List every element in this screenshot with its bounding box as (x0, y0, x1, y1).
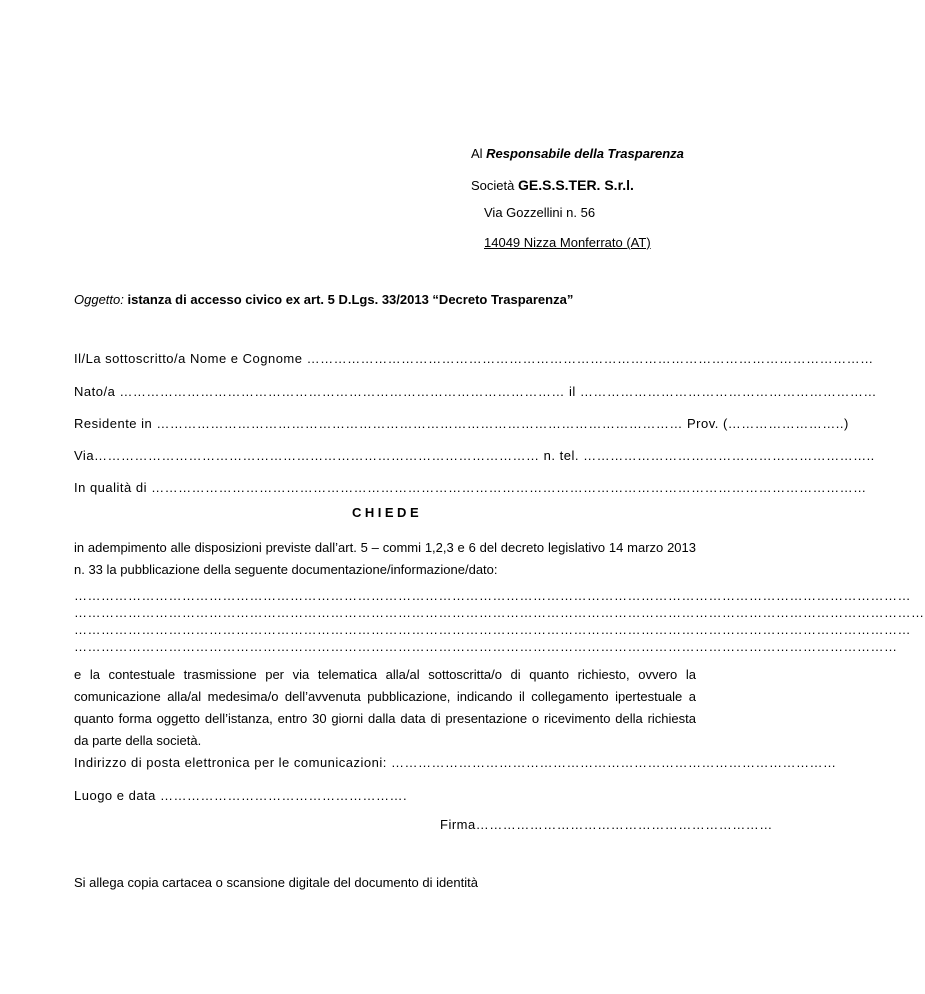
blank-line-3[interactable]: …………………………………………………………………………………………………………………………………………………………………… (74, 622, 911, 637)
role-field[interactable]: In qualità di …………………………………………………………………………………………………………………………………………… (74, 480, 867, 495)
place-date-field[interactable]: Luogo e data ………………………………………………. (74, 788, 408, 803)
request-title: CHIEDE (352, 505, 423, 520)
blank-line-1[interactable]: …………………………………………………………………………………………………………………………………………………………………… (74, 588, 911, 603)
subject-text: istanza di accesso civico ex art. 5 D.Lgs. 33/2013 “Decreto Trasparenza” (123, 292, 574, 307)
blank-line-2[interactable]: ……………………………………………………………………………………………………………………………………………………………………… (74, 605, 925, 620)
addressee-company (471, 177, 634, 194)
name-field[interactable]: Il/La sottoscritto/a Nome e Cognome ……………………………………………………………………………………………………………… (74, 351, 874, 366)
residence-field[interactable]: Residente in ……………………………………………………………………………………………………… Prov. (……………………..) (74, 416, 849, 431)
addressee-prefix: Al (471, 146, 487, 161)
blank-line-4[interactable]: ………………………………………………………………………………………………………………………………………………………………… (74, 639, 898, 654)
company-name: GE.S.S.TER. S.r.l. (517, 177, 634, 193)
company-prefix: Società (471, 178, 518, 193)
addressee-role-title: Responsabile della Trasparenza (486, 146, 684, 161)
email-field[interactable]: Indirizzo di posta elettronica per le comunicazioni: ……………………………………………………………………………………… (74, 755, 837, 770)
addressee-role (471, 146, 684, 162)
transmission-paragraph: e la contestuale trasmissione per via telematica alla/al sottoscritta/o di quanto richiesto, ovvero la comunicazione alla/al medesima/o dell’avvenuta pubblicazione, indicando il collegamento ipertestuale a quanto forma oggetto dell’istanza, entro 30 giorni dalla data di presentazione o ricevimento della richiesta da parte della società. (74, 667, 696, 748)
subject-line (74, 292, 573, 308)
addressee-street: Via Gozzellini n. 56 (484, 205, 596, 220)
request-intro: in adempimento alle disposizioni previste dall’art. 5 – commi 1,2,3 e 6 del decreto legislativo 14 marzo 2013 n. 33 la pubblicazione della seguente documentazione/informazione/dato: (74, 540, 696, 577)
birth-field[interactable]: Nato/a ……………………………………………………………………………………… il ………………………………………………………… (74, 384, 877, 399)
street-phone-field[interactable]: Via……………………………………………………………………………………… n. tel. ……………………………………………………….. (74, 448, 875, 463)
attachment-note: Si allega copia cartacea o scansione digitale del documento di identità (74, 875, 478, 890)
signature-field[interactable]: Firma………………………………………………………… (440, 817, 773, 832)
subject-label: Oggetto: (74, 292, 124, 307)
addressee-city: 14049 Nizza Monferrato (AT) (484, 235, 651, 250)
